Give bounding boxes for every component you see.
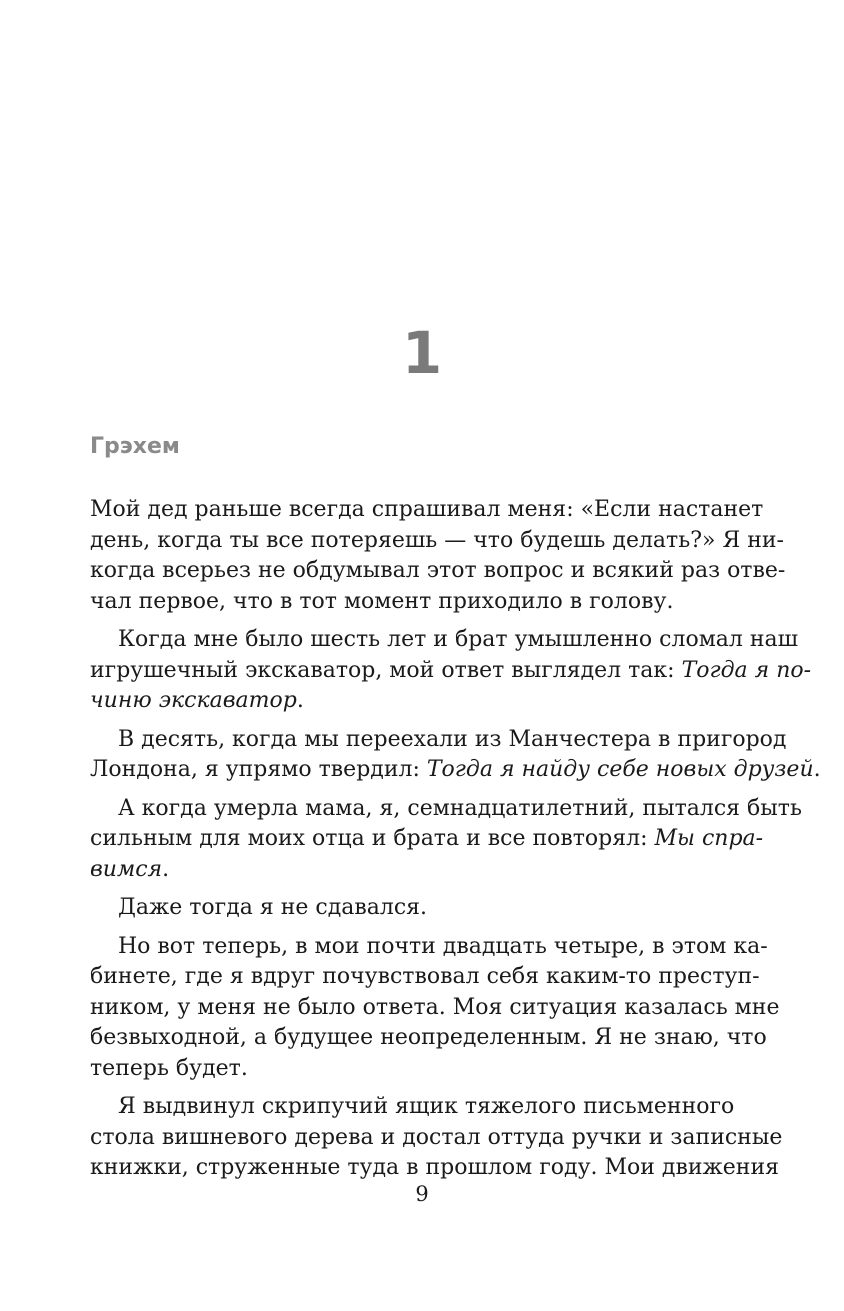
text-line: Даже тогда я не сдавался.: [118, 895, 428, 920]
text-line: Лондона, я упрямо твердил: Тогда я найду себе новых друзей.: [90, 757, 821, 782]
text-line: бинете, где я вдруг почувствовал себя каким-то преступ-: [90, 964, 760, 989]
paragraph: [90, 495, 786, 617]
text-line: ником, у меня не было ответа. Моя ситуация казалась мне: [90, 994, 780, 1020]
chapter-heading: Грэхем: [90, 434, 180, 459]
text-line: Я выдвинул скрипучий ящик тяжелого письменного: [118, 1094, 735, 1119]
paragraph: [90, 625, 812, 717]
paragraph: [90, 932, 780, 1085]
text-line: Когда мне было шесть лет и брат умышленно сломал наш: [118, 627, 799, 652]
text-line: стола вишневого дерева и достал оттуда ручки и записные: [90, 1124, 783, 1150]
body-text: [90, 495, 821, 1184]
text-line: когда всерьез не обдумывал этот вопрос и всякий раз отве-: [90, 558, 786, 583]
text-line: сильным для моих отца и брата и все повторял: Мы спра-: [90, 826, 764, 851]
text-line: безвыходной, а будущее неопределенным. Я не знаю, что: [90, 1025, 767, 1050]
text-line: чал первое, что в тот момент приходило в голову.: [90, 588, 674, 614]
text-line: Мой дед раньше всегда спрашивал меня: «Если настанет: [90, 497, 764, 522]
paragraph: [90, 794, 802, 886]
paragraph: [90, 1092, 783, 1184]
text-line: чиню экскаватор.: [90, 688, 304, 713]
page-number: 9: [415, 1182, 429, 1206]
text-line: книжки, струженные туда в прошлом году. Мои движения: [90, 1155, 779, 1180]
text-line: В десять, когда мы переехали из Манчестера в пригород: [118, 726, 787, 752]
text-line: игрушечный экскаватор, мой ответ выглядел так: Тогда я по-: [90, 657, 812, 683]
chapter-number: 1: [401, 319, 443, 387]
text-line: вимся.: [90, 856, 170, 882]
text-line: день, когда ты все потеряешь — что будешь делать?» Я ни-: [90, 527, 784, 553]
paragraph: [90, 893, 712, 924]
text-line: А когда умерла мама, я, семнадцатилетний, пытался быть: [118, 795, 802, 821]
text-line: теперь будет.: [90, 1055, 248, 1081]
text-line: Но вот теперь, в мои почти двадцать четыре, в этом ка-: [118, 933, 768, 959]
paragraph: [90, 725, 821, 786]
